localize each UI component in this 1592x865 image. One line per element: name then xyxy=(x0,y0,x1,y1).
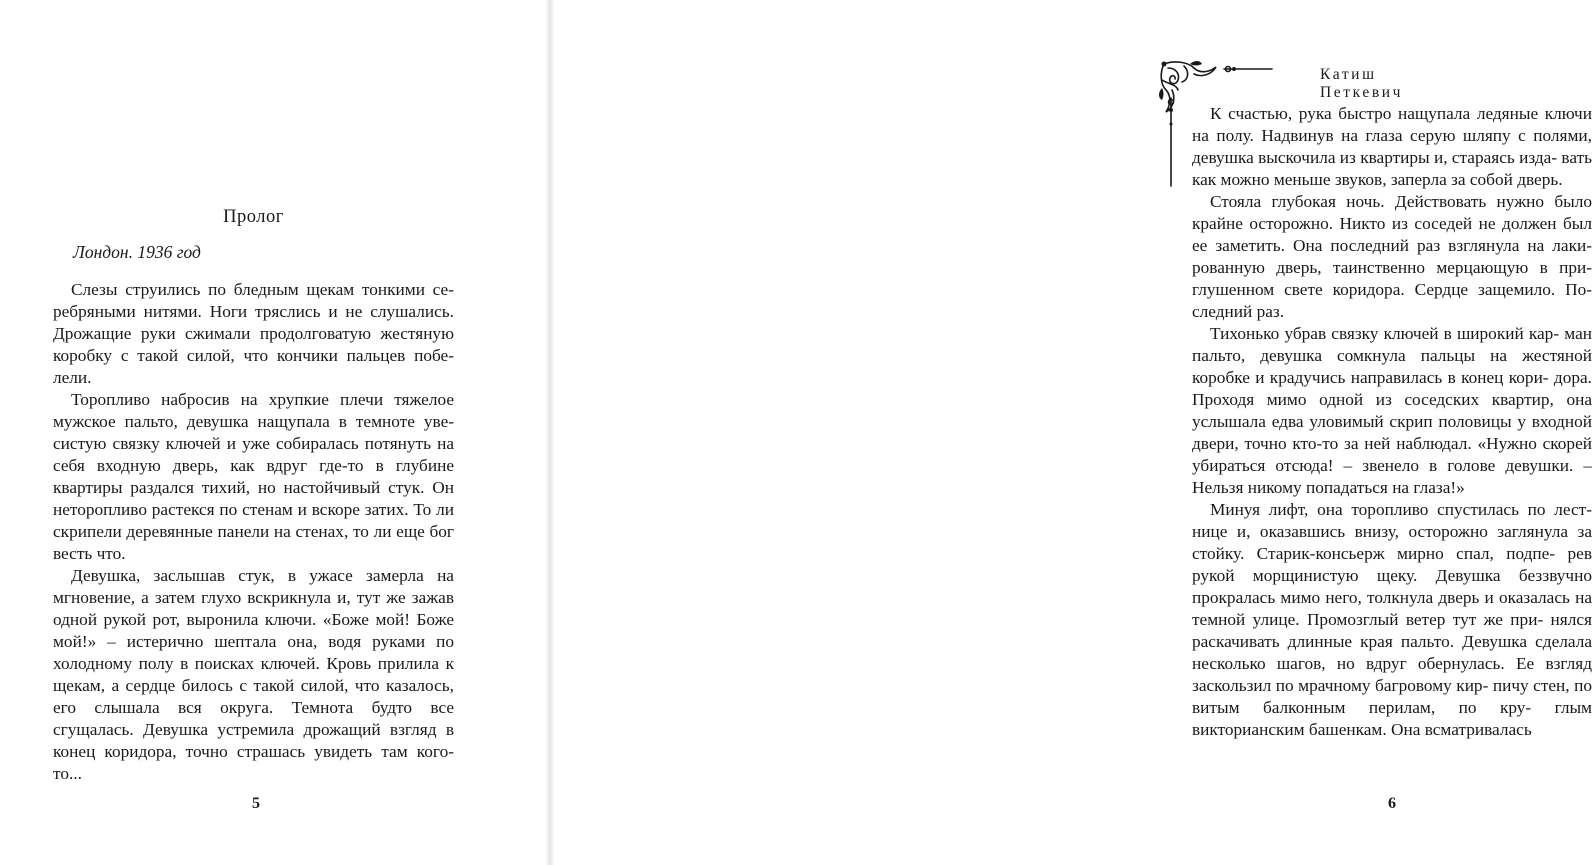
text-line: прилила к щекам, а сердце билось с такой силой, что xyxy=(53,654,454,695)
text-line: рев рукой морщинистую щеку. Девушка беззвучно xyxy=(1192,544,1592,585)
text-line: она услышала едва уловимый скрип половицы xyxy=(1192,390,1592,431)
text-line: неторопливо растекся по стенам и вскоре затих. xyxy=(53,500,409,519)
running-head: Катиш Петкевич xyxy=(1320,66,1404,101)
text-line: в голове девушки. – Нельзя никому попадаться xyxy=(1192,456,1592,497)
text-line: Девушка, заслышав стук, в ужасе замерла xyxy=(71,566,424,585)
book-gutter xyxy=(545,0,555,865)
text-line: Торопливо набросив на хрупкие плечи тяжелое xyxy=(71,390,454,409)
text-line: Тихонько убрав связку ключей в широкий кар- xyxy=(1210,324,1560,343)
page-number-left: 5 xyxy=(252,795,260,812)
text-line: за стойку. Старик-консьерж мирно спал, подпе- xyxy=(1192,522,1592,563)
left-body-text xyxy=(53,279,454,785)
text-line: К счастью, рука быстро нащупала ледяные ключи xyxy=(1210,104,1592,123)
epigraph: Лондон. 1936 год xyxy=(73,242,201,262)
text-line: мой! Боже мой!» – истерично шептала она, водя xyxy=(53,610,455,651)
text-line: дора. Проходя мимо одной из соседских квартир, xyxy=(1192,368,1592,409)
text-line: систую связку ключей и уже собиралась потянуть xyxy=(53,434,431,453)
text-line: пичу стен, по витым балконным перилам, по кру- xyxy=(1192,676,1592,717)
paragraph xyxy=(1192,323,1592,499)
right-page xyxy=(549,0,1592,865)
text-line: прокралась мимо него, толкнула дверь и оказалась xyxy=(1192,588,1570,607)
paragraph xyxy=(53,389,454,565)
text-line: сделала несколько шагов, но вдруг обернулась. Ее xyxy=(1192,632,1592,673)
text-line: коробку с такой силой, что кончики пальцев побе- xyxy=(53,346,454,365)
text-line: сгущалась. Девушка устремила дрожащий взгляд xyxy=(53,720,437,739)
left-page xyxy=(0,0,549,865)
text-line: взгляд заскользил по мрачному багровому кир- xyxy=(1192,654,1592,695)
text-line: То ли скрипели деревянные панели на стенах, то ли xyxy=(53,500,454,541)
text-line: коробке и крадучись направилась в конец кори- xyxy=(1192,368,1549,387)
text-line: в конец коридора, точно страшась увидеть там xyxy=(53,720,454,761)
text-line: руками по холодному полу в поисках ключей. Кровь xyxy=(53,632,454,673)
text-line: «Нужно скорей убираться отсюда! – звенело xyxy=(1192,434,1592,475)
text-line: нице и, оказавшись внизу, осторожно заглянула xyxy=(1192,522,1569,541)
chapter-title: Пролог xyxy=(223,207,284,227)
text-line: глушенном свете коридора. Сердце защемило. По- xyxy=(1192,280,1592,299)
text-line: зажав одной рукой рот, выронила ключи. «Боже xyxy=(53,588,454,629)
text-line: лели. xyxy=(53,368,92,387)
text-line: девушка выскочила из квартиры и, стараясь изда- xyxy=(1192,148,1558,167)
text-line: рованную дверь, таинственно мерцающую в при- xyxy=(1192,258,1592,277)
text-line: ман пальто, девушка сомкнула пальцы на жестяной xyxy=(1192,324,1592,365)
paragraph xyxy=(1192,499,1592,741)
text-line: еще бог весть что. xyxy=(53,522,454,563)
text-line: мужское пальто, девушка нащупала в темноте уве- xyxy=(53,412,454,431)
text-line: крайне осторожно. Никто из соседей не должен был xyxy=(1192,214,1592,233)
text-line: глым викторианским башенкам. Она всматривалась xyxy=(1192,698,1592,739)
text-line: на полу. Надвинув на глаза серую шляпу с полями, xyxy=(1192,126,1592,145)
page-number-right: 6 xyxy=(1388,795,1396,812)
text-line: кого-то... xyxy=(53,742,454,783)
text-line: ее заметить. Она последний раз взглянула на лаки- xyxy=(1192,236,1592,255)
text-line: казалось, его слышала вся округа. Темнота будто все xyxy=(53,676,454,717)
text-line: Слезы струились по бледным щекам тонкими се- xyxy=(71,280,454,299)
text-line: Стояла глубокая ночь. Действовать нужно было xyxy=(1210,192,1592,211)
text-line: Минуя лифт, она торопливо спустилась по лест- xyxy=(1210,500,1592,519)
text-line: у входной двери, точно кто-то за ней наблюдал. xyxy=(1192,412,1592,453)
paragraph xyxy=(1192,103,1592,191)
text-line: ребряными нитями. Ноги тряслись и не слушались. xyxy=(53,302,454,321)
text-line: на глаза!» xyxy=(1392,478,1465,497)
text-line: следний раз. xyxy=(1192,302,1285,321)
text-line: на темной улице. Промозглый ветер тут же при- xyxy=(1192,588,1592,629)
paragraph xyxy=(53,565,454,785)
text-line: на себя входную дверь, как вдруг где-то в глубине xyxy=(53,434,454,475)
right-body-text xyxy=(1192,103,1592,741)
paragraph xyxy=(1192,191,1592,323)
text-line: вать как можно меньше звуков, заперла за собой xyxy=(1192,148,1592,189)
text-line: квартиры раздался тихий, но настойчивый стук. Он xyxy=(53,478,454,497)
text-line: нялся раскачивать длинные края пальто. Девушка xyxy=(1192,610,1592,651)
text-line: Дрожащие руки сжимали продолговатую жестяную xyxy=(53,324,454,343)
text-line: дверь. xyxy=(1517,170,1563,189)
text-line: на мгновение, а затем глухо вскрикнула и, тут же xyxy=(53,566,454,607)
paragraph xyxy=(53,279,454,389)
